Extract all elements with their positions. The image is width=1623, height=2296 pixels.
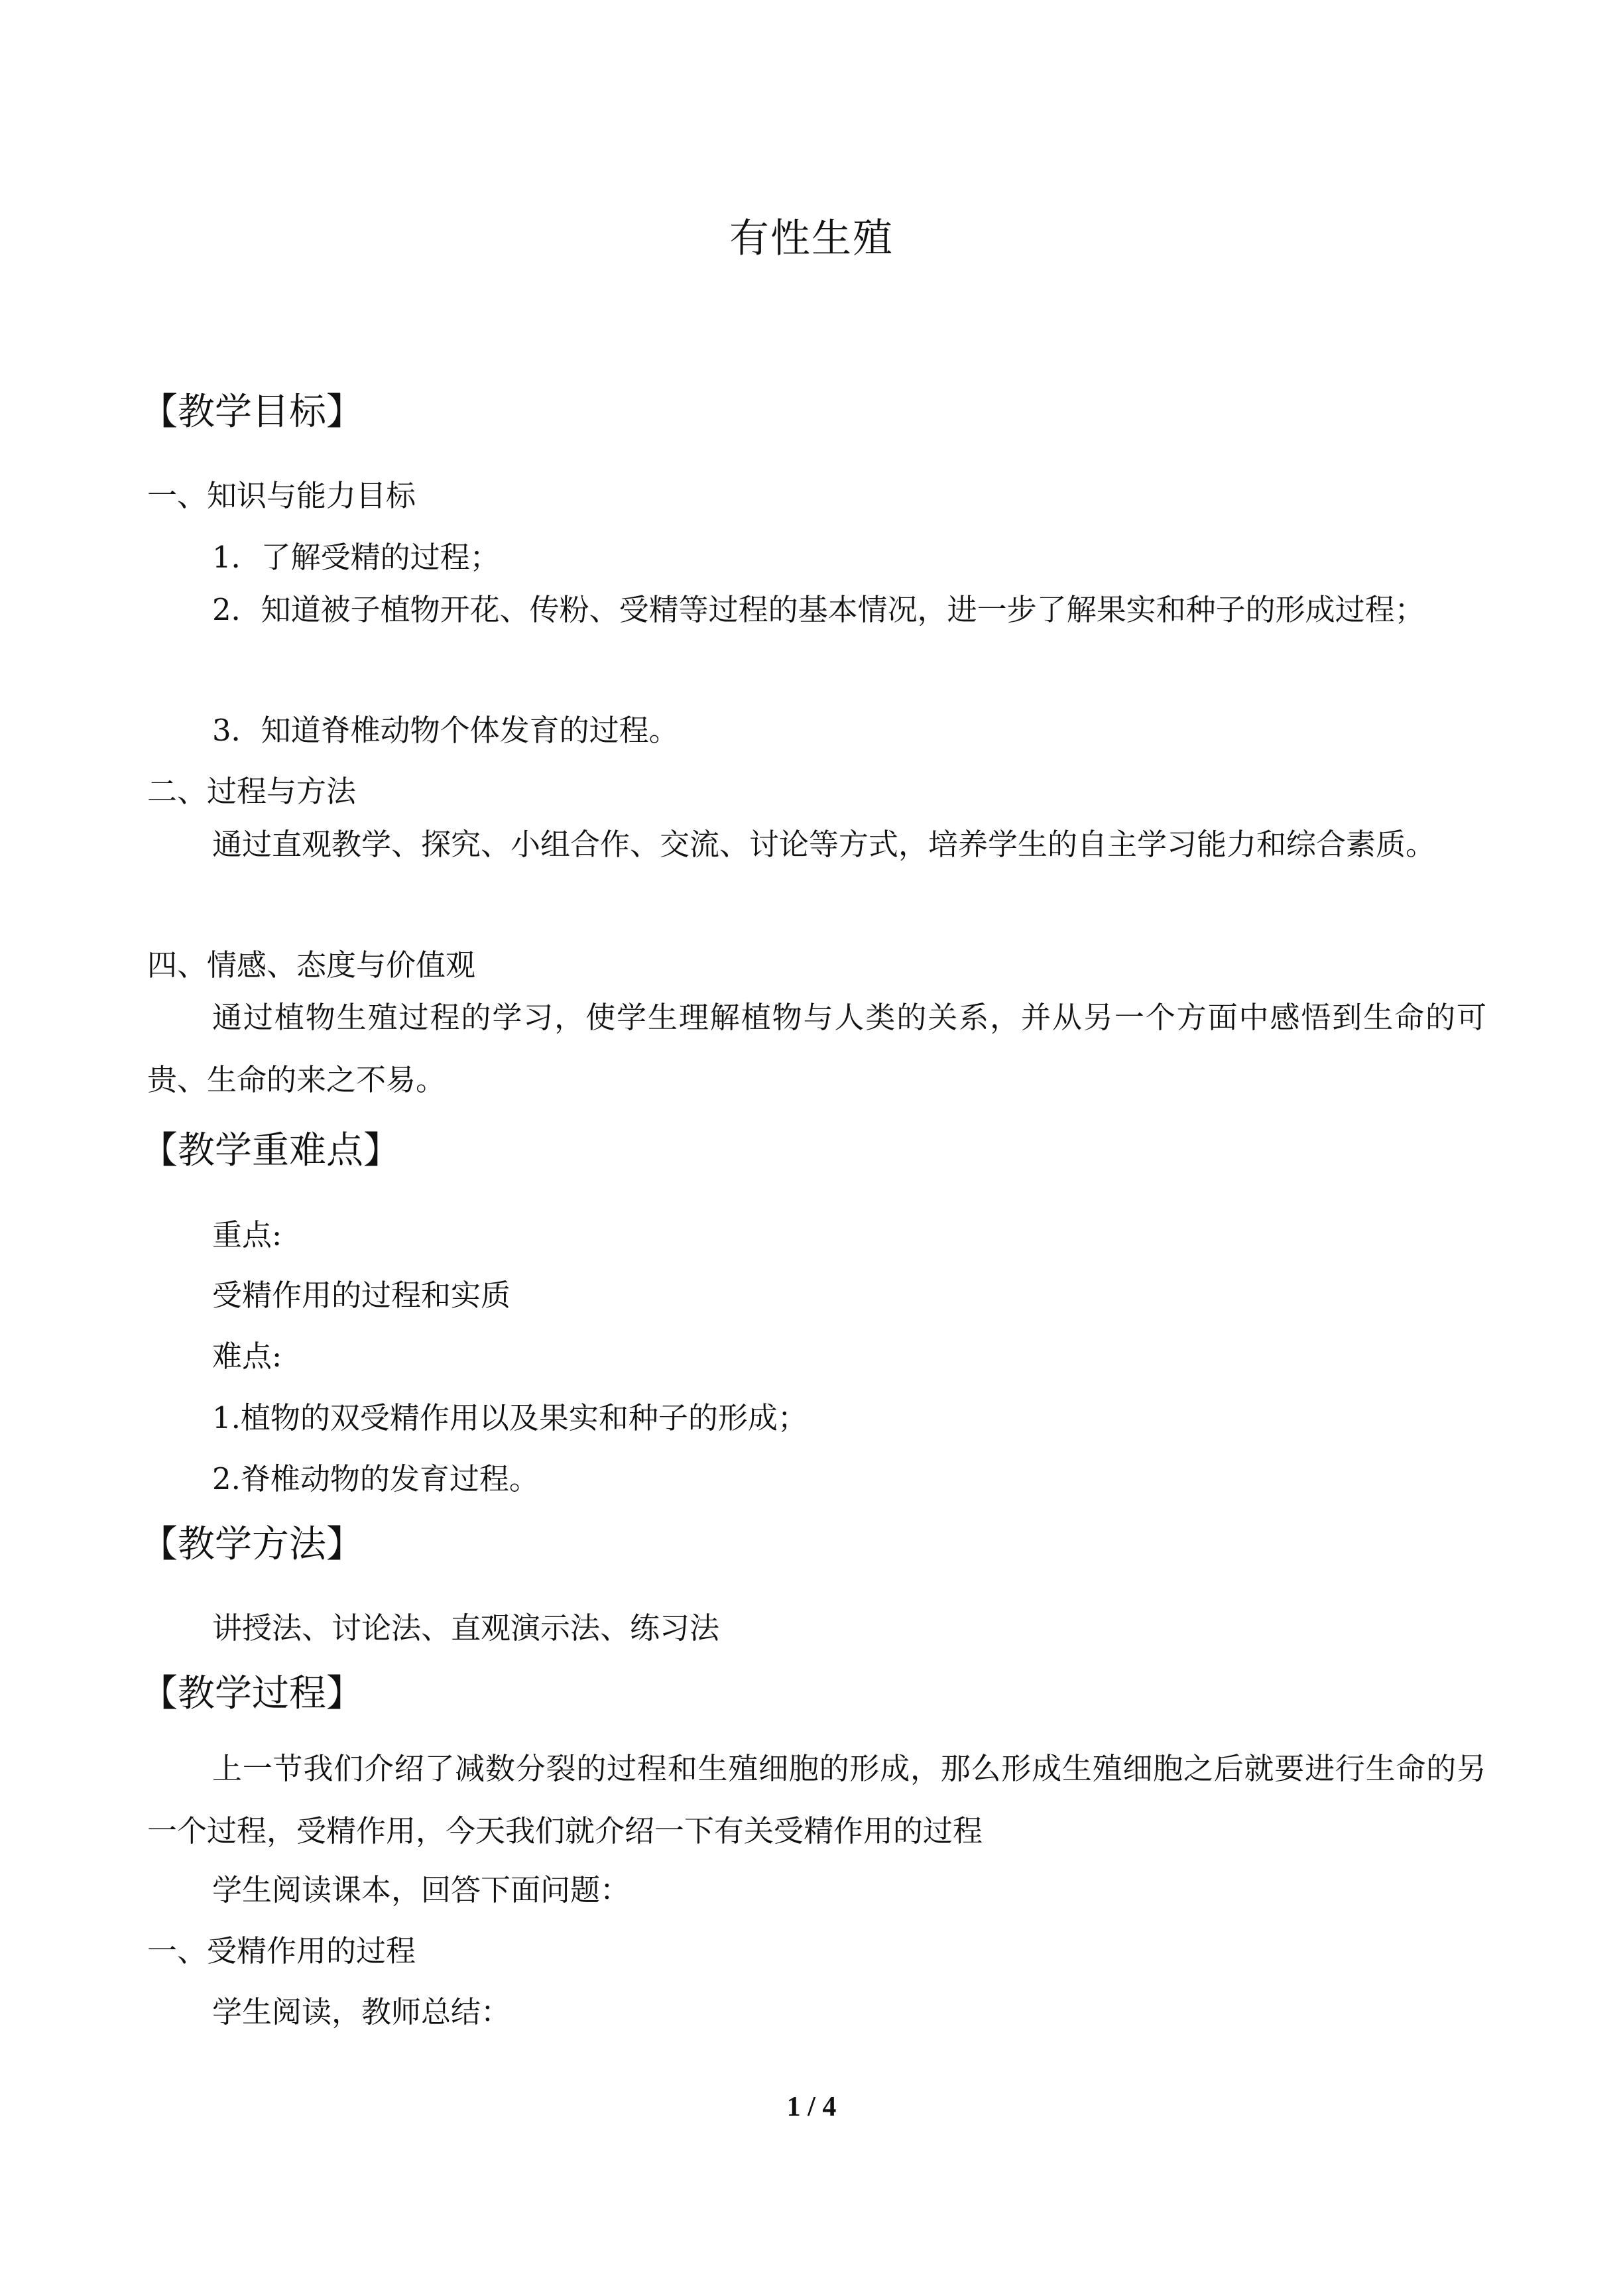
process-part1-text: 学生阅读，教师总结： xyxy=(212,1994,511,2029)
objectives-part4-title: 四、情感、态度与价值观 xyxy=(147,947,476,983)
process-instruction: 学生阅读课本，回答下面问题： xyxy=(212,1872,631,1907)
process-intro: 上一节我们介绍了减数分裂的过程和生殖细胞的形成，那么形成生殖细胞之后就要进行生命的另一个过程，受精作用，今天我们就介绍一下有关受精作用的过程 xyxy=(147,1751,1486,1848)
page-number: 1 / 4 xyxy=(786,2092,837,2122)
objectives-part2-title: 二、过程与方法 xyxy=(147,774,357,809)
section-heading-key-points: 【教学重难点】 xyxy=(141,1129,400,1172)
page-title: 有性生殖 xyxy=(729,215,894,262)
objectives-part2-text: 通过直观教学、探究、小组合作、交流、讨论等方式，培养学生的自主学习能力和综合素质。 xyxy=(212,827,1436,862)
objectives-part4-text: 通过植物生殖过程的学习，使学生理解植物与人类的关系，并从另一个方面中感悟到生命的可贵、生命的来之不易。 xyxy=(147,1000,1486,1097)
difficulty-label: 难点: xyxy=(212,1339,282,1374)
section-heading-methods: 【教学方法】 xyxy=(141,1523,363,1566)
objectives-item-2: 2．知道被子植物开花、传粉、受精等过程的基本情况，进一步了解果实和种子的形成过程； xyxy=(212,592,1425,627)
section-heading-objectives: 【教学目标】 xyxy=(141,391,363,434)
section-heading-process: 【教学过程】 xyxy=(141,1672,363,1715)
objectives-item-3: 3．知道脊椎动物个体发育的过程。 xyxy=(212,713,679,748)
focus-label: 重点: xyxy=(212,1217,282,1252)
methods-text: 讲授法、讨论法、直观演示法、练习法 xyxy=(212,1610,720,1646)
process-part1-title: 一、受精作用的过程 xyxy=(147,1933,416,1968)
objectives-part1-title: 一、知识与能力目标 xyxy=(147,478,416,513)
difficulty-item-2: 2.脊椎动物的发育过程。 xyxy=(212,1461,539,1496)
difficulty-item-1: 1.植物的双受精作用以及果实和种子的形成； xyxy=(212,1400,808,1435)
focus-text: 受精作用的过程和实质 xyxy=(212,1278,511,1313)
objectives-item-1: 1．了解受精的过程； xyxy=(212,540,500,575)
